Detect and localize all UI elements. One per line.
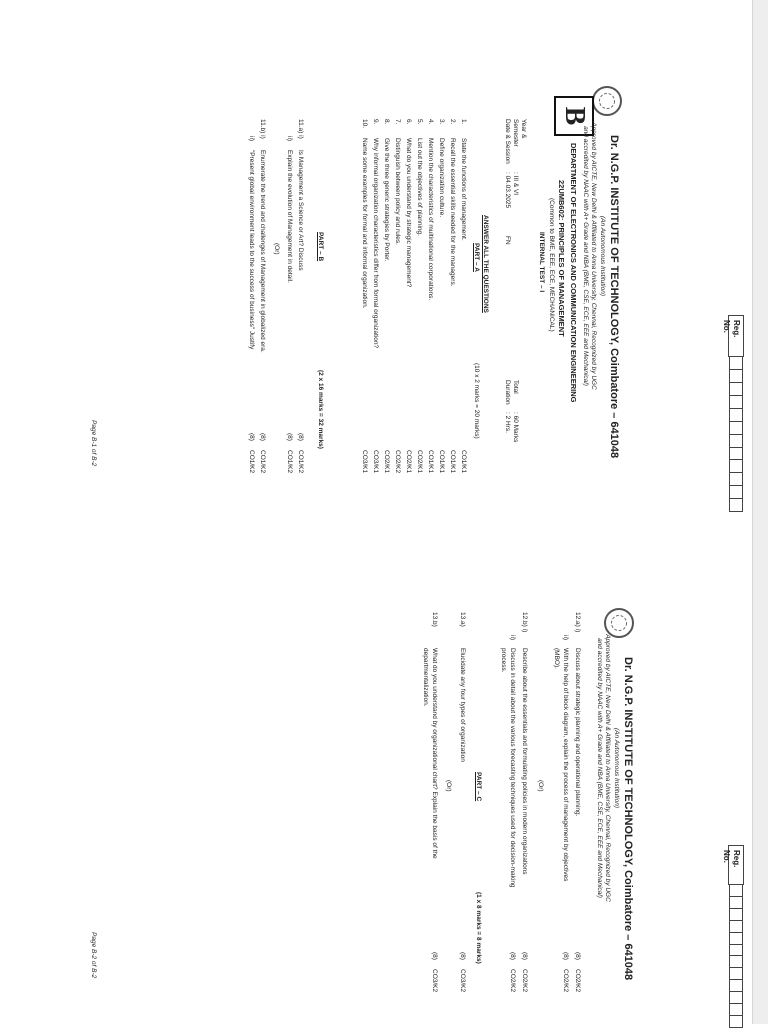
question-marks: (8) — [562, 952, 569, 960]
question-text: Define organization culture. — [438, 138, 445, 218]
reg-no-box — [722, 845, 744, 1028]
question-marks: (8) — [521, 952, 528, 960]
question-co: CO2/K1 — [383, 450, 390, 474]
test-name: INTERNAL TEST – I — [538, 232, 545, 293]
question-text-cont: (MBO). — [553, 648, 560, 669]
approval-line-2: and accredited by NAAC with A+ Grade and NBA (BME, CSE, ECE, EEE and Mechanical) — [582, 126, 589, 386]
question-number: 12.b) i) — [521, 612, 528, 633]
instruction: ANSWER ALL THE QUESTIONS — [482, 215, 489, 313]
question-number: ii) — [248, 136, 255, 142]
question-number: 11.b) i) — [259, 119, 266, 139]
question-text: What do you understand by strategic management? — [405, 138, 412, 288]
or-separator: (Or) — [537, 780, 544, 792]
question-text: Enumerate the trend and challenges of Management in globalized era. — [259, 150, 266, 353]
question-co: CO1/K1 — [449, 450, 456, 474]
part-c-marks: (1 x 8 marks = 8 marks) — [475, 892, 482, 964]
part-a-marks: (10 x 2 marks = 20 marks) — [473, 363, 480, 439]
question-marks: (8) — [574, 952, 581, 960]
common-to: (Common to BME, EEE, ECE, MECHANICAL) — [548, 198, 555, 332]
question-co: CO1/K2 — [286, 450, 293, 474]
question-co: CO2/K2 — [574, 969, 581, 993]
question-marks: (8) — [259, 433, 266, 441]
question-co: CO1/K2 — [248, 450, 255, 474]
question-co: CO2/K2 — [394, 450, 401, 474]
autonomous-note: (An Autonomous Institution) — [599, 216, 606, 296]
total-value: : 60 Marks — [512, 412, 519, 443]
approval-line-1: Approved by AICTE, New Delhi & Affiliated to Anna University, Chennai, Recognized by UGC — [604, 634, 611, 902]
page-edge — [752, 0, 768, 1024]
question-text: State the functions of management. — [460, 138, 467, 241]
approval-line-2: and accredited by NAAC with A+ Grade and NBA (BME, CSE, ECE, EEE and Mechanical) — [596, 638, 603, 898]
question-co: CO1/K1 — [438, 450, 445, 474]
question-text-cont: process. — [500, 648, 507, 673]
part-a-heading: PART – A — [473, 243, 480, 272]
question-number: ii) — [286, 136, 293, 142]
question-text: Discuss in detail about the various forecasting techniques used for decision-making — [509, 648, 516, 888]
page-footer: Page B-2 of B-2 — [90, 932, 97, 979]
total-label: Total — [512, 380, 519, 394]
question-number: 4. — [427, 119, 434, 125]
question-number: 13.b) — [431, 612, 438, 627]
page-1 — [0, 0, 752, 512]
year-label: Year & — [520, 119, 527, 139]
question-co: CO2/K1 — [405, 450, 412, 474]
question-marks: (8) — [459, 952, 466, 960]
or-separator: (Or) — [273, 243, 280, 255]
duration-label: Duration — [504, 380, 511, 405]
or-separator: (Or) — [445, 780, 452, 792]
question-number: 5. — [416, 119, 423, 125]
date-session-label: Date & Session — [504, 119, 511, 164]
duration-value: : 2 Hrs. — [504, 412, 511, 433]
question-co: CO3/K2 — [459, 969, 466, 993]
question-set-label: B — [554, 96, 594, 136]
question-number: 11.a) i) — [297, 119, 304, 139]
autonomous-note: (An Autonomous Institution) — [613, 728, 620, 808]
question-text: Recall the essential skills needed for the managers. — [449, 138, 456, 287]
question-co: CO1/K2 — [259, 450, 266, 474]
question-text: Mention the characteristics of multinational corporations. — [427, 138, 434, 301]
question-number: 13.a) — [459, 612, 466, 627]
question-text: Describe about the essentials and formulating policies in modern organizations — [521, 648, 528, 875]
question-text: Give the three generic strategies by Porter. — [383, 138, 390, 262]
question-text: With the help of block diagram, explain the process of management by objectives — [562, 648, 569, 882]
question-co: CO3/K1 — [361, 450, 368, 474]
question-text: What do you understand by organizational chart? Explain the basis of the — [431, 648, 438, 859]
question-text: List out the objectives of planning. — [416, 138, 423, 236]
session-value: FN — [504, 236, 511, 245]
question-marks: (8) — [509, 952, 516, 960]
reg-no-label: Reg. No. — [728, 315, 744, 357]
question-number: ii) — [509, 635, 516, 641]
question-marks: (8) — [431, 952, 438, 960]
department-name: DEPARTMENT OF ELECTRONICS AND COMMUNICATION ENGINEERING — [569, 143, 578, 403]
part-c-heading: PART – C — [475, 772, 482, 802]
question-number: 7. — [394, 119, 401, 125]
question-co: CO2/K1 — [416, 450, 423, 474]
question-text: Distinguish between policy and rules. — [394, 138, 401, 245]
course-code-title: 22UMB602: PRINCIPLES OF MANAGEMENT — [557, 180, 566, 337]
institute-name: Dr. N.G.P. INSTITUTE OF TECHNOLOGY, Coimbatore – 641048 — [622, 657, 634, 981]
question-number: 12.a) i) — [574, 612, 581, 633]
question-co: CO1/K2 — [297, 450, 304, 474]
question-marks: (8) — [248, 433, 255, 441]
page-2 — [0, 512, 752, 1024]
date-value: : 04.03.2025 — [504, 172, 511, 209]
question-number: 9. — [372, 119, 379, 125]
question-number: 3. — [438, 119, 445, 125]
part-b-heading: PART – B — [317, 232, 324, 262]
reg-no-label: Reg. No. — [728, 845, 744, 885]
question-text: Name some examples for formal and informal organization. — [361, 138, 368, 309]
question-number: 6. — [405, 119, 412, 125]
question-co: CO3/K2 — [431, 969, 438, 993]
question-co: CO3/K1 — [372, 450, 379, 474]
question-marks: (8) — [297, 433, 304, 441]
question-marks: (8) — [286, 433, 293, 441]
question-number: 8. — [383, 119, 390, 125]
question-text: Elucidate any four types of organization — [459, 648, 466, 762]
semester-value: : III & VI — [512, 172, 519, 196]
approval-line-1: Approved by AICTE, New Delhi & Affiliated to Anna University, Chennai, Recognized by UGC — [590, 122, 597, 390]
question-co: CO1/K1 — [427, 450, 434, 474]
part-b-marks: (2 x 16 marks = 32 marks) — [317, 370, 324, 449]
question-text: Discuss about strategic planning and operational planning. — [574, 648, 581, 817]
question-number: ii) — [562, 635, 569, 641]
institute-name: Dr. N.G.P. INSTITUTE OF TECHNOLOGY, Coimbatore – 641048 — [608, 135, 620, 459]
question-co: CO2/K2 — [521, 969, 528, 993]
question-text: Is Management a Science or Art? Discuss — [297, 150, 304, 271]
semester-label: Semester — [512, 119, 519, 147]
question-text-cont: departmentalization. — [422, 648, 429, 707]
page-footer: Page B-1 of B-2 — [90, 420, 97, 467]
question-number: 1. — [460, 119, 467, 125]
question-co: CO2/K2 — [562, 969, 569, 993]
question-number: 10. — [361, 119, 368, 129]
question-text: "Present global environment leads to the success of business" Justify — [248, 150, 255, 350]
question-text: Explain the evolution of Management in detail. — [286, 150, 293, 283]
question-co: CO1/K1 — [460, 450, 467, 474]
question-text: Why informal organization characteristics differ from formal organization? — [372, 138, 379, 349]
question-co: CO2/K2 — [509, 969, 516, 993]
reg-no-box — [722, 315, 744, 512]
question-number: 2. — [449, 119, 456, 125]
